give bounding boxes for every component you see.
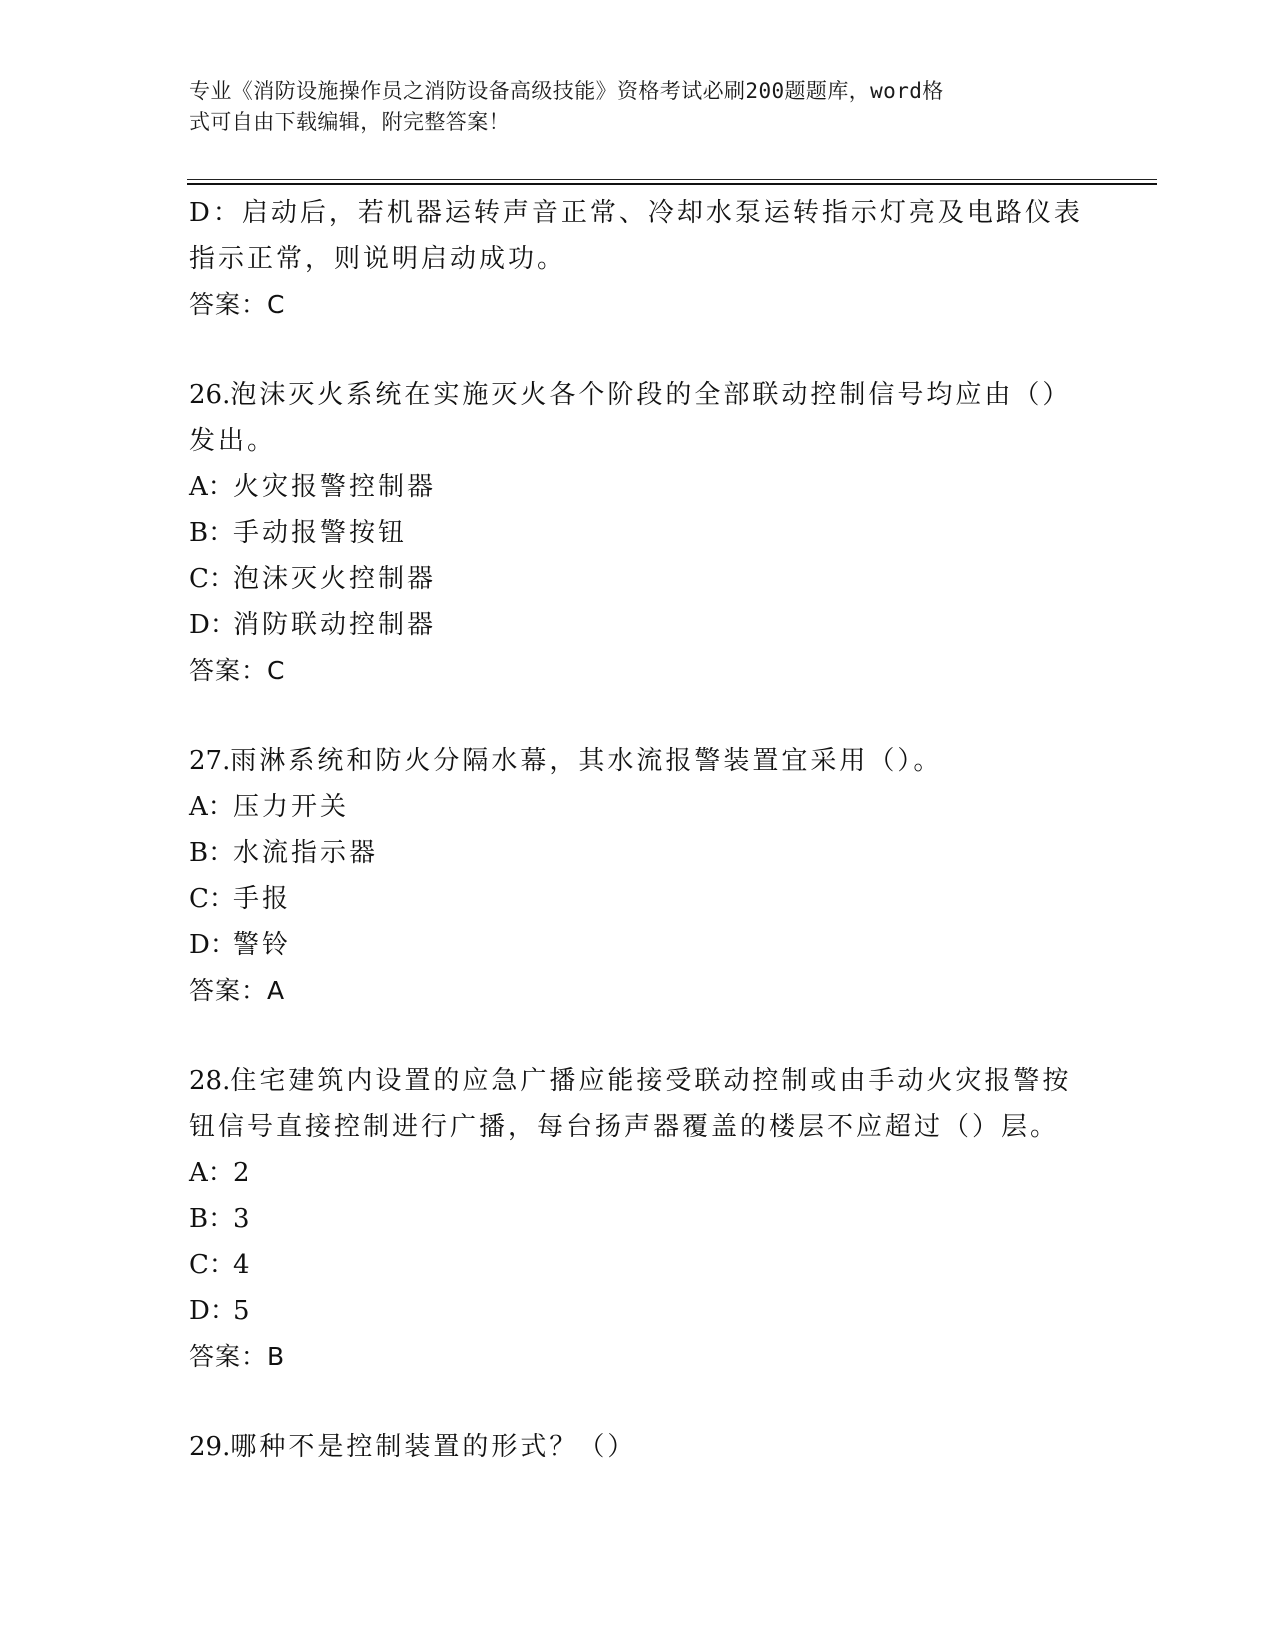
question-stem-line-1 [189, 1058, 1089, 1104]
option-a [189, 784, 1089, 830]
question-number: 26. [189, 380, 231, 410]
option-a [189, 464, 1089, 510]
question-28 [189, 1058, 1089, 1380]
question-stem-line-1 [189, 372, 1089, 418]
option-text: 4 [233, 1250, 253, 1280]
option-label: D： [189, 930, 236, 960]
answer-line: 答案：B [189, 1342, 286, 1371]
question-list [189, 190, 1089, 1470]
option-b [189, 1196, 1089, 1242]
option-text: 消防联动控制器 [233, 610, 437, 640]
option-d-line-2: 指示正常，则说明启动成功。 [189, 244, 567, 274]
option-text: 手报 [233, 884, 292, 914]
option-label: A： [189, 1158, 234, 1188]
question-spacer [189, 1380, 1089, 1424]
option-c [189, 556, 1089, 602]
option-label: C： [189, 884, 235, 914]
option-text: 压力开关 [233, 792, 350, 822]
option-label: D： [189, 1296, 236, 1326]
option-text: 2 [233, 1158, 253, 1188]
answer-line: 答案：C [189, 656, 286, 685]
question-text: 哪种不是控制装置的形式？（） [230, 1432, 637, 1462]
option-text: 火灾报警控制器 [233, 472, 437, 502]
header-title-line-2: 式可自由下载编辑，附完整答案！ [189, 110, 510, 134]
question-text: 雨淋系统和防火分隔水幕，其水流报警装置宜采用（）。 [230, 746, 943, 776]
option-b [189, 510, 1089, 556]
option-d-line-1: D：启动后，若机器运转声音正常、冷却水泵运转指示灯亮及电路仪表 [189, 198, 1083, 228]
option-text: 水流指示器 [233, 838, 379, 868]
question-text: 泡沫灭火系统在实施灭火各个阶段的全部联动控制信号均应由（） [230, 380, 1072, 410]
option-label: B： [189, 838, 235, 868]
question-number: 27. [189, 746, 231, 776]
question-spacer [189, 694, 1089, 738]
option-a [189, 1150, 1089, 1196]
option-label: B： [189, 1204, 235, 1234]
question-29 [189, 1424, 1089, 1470]
option-c [189, 1242, 1089, 1288]
previous-question-tail [189, 190, 1089, 328]
question-27 [189, 738, 1089, 1014]
option-label: D： [189, 610, 236, 640]
option-text: 5 [233, 1296, 253, 1326]
answer-line: 答案：C [189, 290, 286, 319]
option-label: C： [189, 1250, 235, 1280]
question-26 [189, 372, 1089, 694]
answer-line: 答案：A [189, 976, 286, 1005]
option-label: B： [189, 518, 235, 548]
option-d [189, 922, 1089, 968]
question-spacer [189, 328, 1089, 372]
option-c [189, 876, 1089, 922]
option-text: 泡沫灭火控制器 [233, 564, 437, 594]
question-spacer [189, 1014, 1089, 1058]
option-label: C： [189, 564, 235, 594]
option-label: A： [189, 472, 234, 502]
question-stem-line-1 [189, 1424, 1089, 1470]
question-stem-line-2: 钮信号直接控制进行广播，每台扬声器覆盖的楼层不应超过（）层。 [189, 1112, 1060, 1142]
question-text: 住宅建筑内设置的应急广播应能接受联动控制或由手动火灾报警按 [230, 1066, 1072, 1096]
option-d [189, 602, 1089, 648]
option-text: 3 [233, 1204, 253, 1234]
option-text: 手动报警按钮 [233, 518, 408, 548]
header-title-line-1: 专业《消防设施操作员之消防设备高级技能》资格考试必刷200题题库，word格 [189, 79, 944, 103]
header-divider-thick [187, 183, 1157, 185]
question-stem-line-1 [189, 738, 1089, 784]
document-header [189, 76, 1089, 138]
option-d [189, 1288, 1089, 1334]
question-stem-line-2: 发出。 [189, 426, 277, 456]
header-divider-thin [187, 179, 1157, 180]
question-number: 28. [189, 1066, 231, 1096]
question-number: 29. [189, 1432, 231, 1462]
option-label: A： [189, 792, 234, 822]
option-b [189, 830, 1089, 876]
option-text: 警铃 [233, 930, 292, 960]
